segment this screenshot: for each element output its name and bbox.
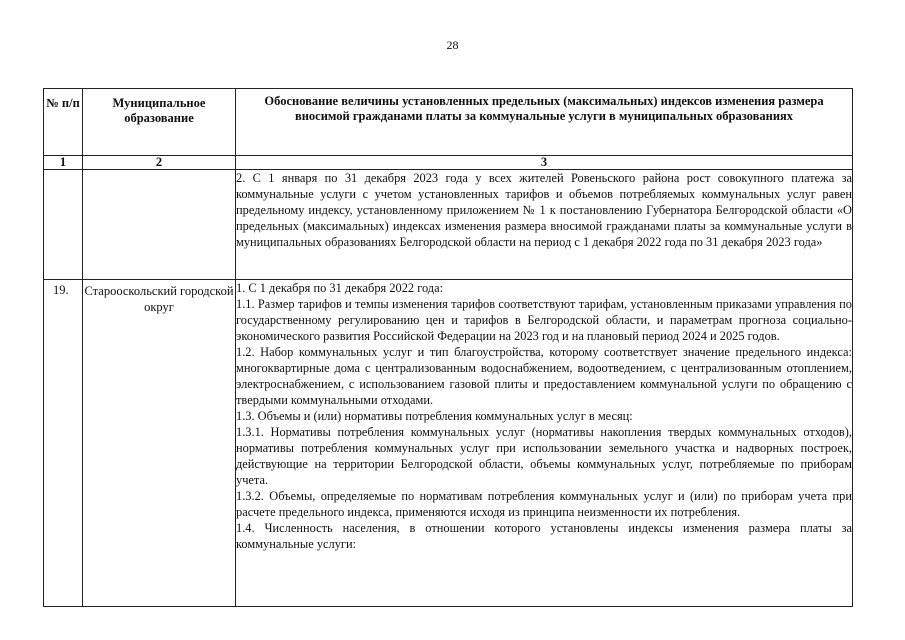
page-number: 28: [446, 38, 459, 52]
column-number-2: 2: [83, 156, 236, 170]
column-number-3: 3: [236, 156, 853, 170]
column-number-row: [44, 156, 853, 170]
paragraph: 1.3.1. Нормативы потребления коммунальных услуг (нормативы накопления твердых коммунальных отходов), нормативы потребления коммунальных услуг при использовании земельного участка и надворных построек, действующие на территории Белгородской области, объемы коммунальных услуг, потребляемые по приборам учета.: [236, 425, 852, 487]
row-number: [44, 170, 83, 280]
header-number: № п/п: [44, 89, 83, 156]
table-row: [44, 170, 853, 280]
paragraph: 1.1. Размер тарифов и темпы изменения тарифов соответствуют тарифам, установленным приказами управления по государственному регулированию цен и тарифов в Белгородской области, и параметрам прогноза социально-экономического развития Российской Федерации на 2023 год и на плановый период 2024 и 2025 годов.: [236, 297, 852, 343]
paragraph: 1.4. Численность населения, в отношении которого установлены индексы изменения размера платы за коммунальные услуги:: [236, 521, 852, 551]
column-number-1: 1: [44, 156, 83, 170]
header-municipality: Муниципальное образование: [83, 89, 236, 156]
header-justification: Обоснование величины установленных предельных (максимальных) индексов изменения размера вносимой гражданами платы за коммунальные услуги в муниципальных образованиях: [236, 89, 853, 156]
justification-table: [43, 88, 853, 607]
row-municipality: Старооскольский городской округ: [83, 280, 236, 607]
paragraph: 1.3. Объемы и (или) нормативы потребления коммунальных услуг в месяц:: [236, 409, 633, 423]
row-justification: [236, 170, 853, 280]
row-municipality: [83, 170, 236, 280]
row-justification: [236, 280, 853, 607]
row-number: 19.: [44, 280, 83, 607]
paragraph: 1.2. Набор коммунальных услуг и тип благоустройства, которому соответствует значение предельного индекса: многоквартирные дома с централизованным водоснабжением, водоотведением, с централизованным отоплением, электроснабжением, с использованием газовой плиты и предоставлением коммунальной услуги по обращению с твердыми коммунальными отходами.: [236, 345, 852, 407]
table-row: [44, 280, 853, 607]
paragraph: 1. С 1 декабря по 31 декабря 2022 года:: [236, 281, 444, 295]
paragraph: 1.3.2. Объемы, определяемые по нормативам потребления коммунальных услуг и (или) по приборам учета при расчете предельного индекса, применяются исходя из принципа неизменности их потребления.: [236, 489, 852, 519]
header-row: [44, 89, 853, 156]
paragraph: 2. С 1 января по 31 декабря 2023 года у всех жителей Ровеньского района рост совокупного платежа за коммунальные услуги с учетом установленных тарифов и объемов потребляемых коммунальных услуг равен предельному индексу, установленному приложением № 1 к постановлению Губернатора Белгородской области «О предельных (максимальных) индексах изменения размера вносимой гражданами платы за коммунальные услуги в муниципальных образованиях Белгородской области на период с 1 декабря 2022 года по 31 декабря 2023 года»: [236, 171, 852, 249]
